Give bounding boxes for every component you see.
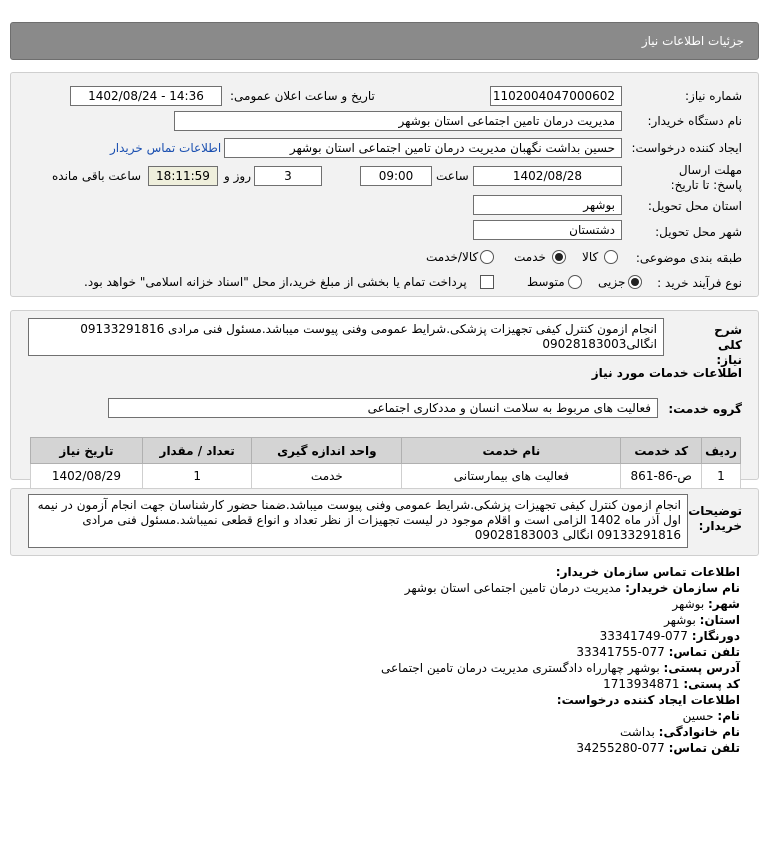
treasury-checkbox[interactable] — [480, 275, 494, 289]
buyer-notes-line-3: 09133291816 انگالی 09028183003 — [474, 528, 681, 542]
summary-line-2: انگالی09028183003 — [542, 337, 657, 351]
cell-unit: خدمت — [252, 464, 402, 489]
services-section-title: اطلاعات خدمات مورد نیاز — [591, 366, 742, 380]
buyer-org-field[interactable]: مدیریت درمان تامین اجتماعی استان بوشهر — [174, 111, 622, 131]
service-group-label: گروه خدمت: — [668, 402, 742, 416]
col-service-code: کد خدمت — [621, 438, 702, 464]
table-row[interactable] — [31, 464, 741, 489]
buyer-contact-link[interactable]: اطلاعات تماس خریدار — [110, 141, 222, 155]
page-header — [10, 22, 759, 60]
category-goods-service-label: کالا/خدمت — [426, 250, 479, 264]
remaining-time-label: ساعت باقی مانده — [52, 169, 142, 183]
contact-fax-row: دورنگار: 077-33341749 — [599, 629, 740, 643]
buyer-contact-title: اطلاعات تماس سازمان خریدار: — [555, 565, 740, 579]
deadline-label: مهلت ارسال پاسخ: تا تاریخ: — [670, 163, 742, 192]
days-label: روز و — [224, 169, 251, 183]
contact-address-row: آدرس پستی: بوشهر چهارراه دادگستری مدیریت درمان تامین اجتماعی — [381, 661, 740, 675]
category-label: طبقه بندی موضوعی: — [635, 251, 742, 265]
buyer-org-row: نام سازمان خریدار: مدیریت درمان تامین اجتماعی استان بوشهر — [404, 581, 740, 595]
col-quantity: تعداد / مقدار — [142, 438, 252, 464]
service-group-field[interactable]: فعالیت های مربوط به سلامت انسان و مددکاری اجتماعی — [108, 398, 658, 418]
deadline-time-field[interactable]: 09:00 — [360, 166, 432, 186]
creator-first-row: نام: حسین — [682, 709, 740, 723]
col-need-date: تاریخ نیاز — [31, 438, 143, 464]
buyer-notes-text — [28, 494, 688, 548]
services-table — [30, 437, 741, 489]
category-goods-label: کالا — [582, 250, 599, 264]
category-goods-service-radio[interactable] — [480, 250, 494, 264]
col-row-number: ردیف — [702, 438, 741, 464]
creator-phone-row: تلفن تماس: 077-34255280 — [576, 741, 740, 755]
announce-datetime-label: تاریخ و ساعت اعلان عمومی: — [230, 89, 375, 103]
services-table-header — [31, 438, 741, 464]
col-unit: واحد اندازه گیری — [252, 438, 402, 464]
col-service-name: نام خدمت — [402, 438, 621, 464]
deadline-time-label: ساعت — [436, 169, 469, 183]
category-service-radio[interactable] — [552, 250, 566, 264]
contact-phone-row: تلفن تماس: 077-33341755 — [576, 645, 740, 659]
cell-service-name: فعالیت های بیمارستانی — [402, 464, 621, 489]
days-remaining-field[interactable]: 3 — [254, 166, 322, 186]
requester-field[interactable]: حسین بداشت نگهبان مدیریت درمان تامین اجتماعی استان بوشهر — [224, 138, 622, 158]
cell-need-date: 1402/08/29 — [31, 464, 143, 489]
province-label: استان محل تحویل: — [647, 199, 742, 213]
cell-quantity: 1 — [142, 464, 252, 489]
cell-service-code: ص-86-861 — [621, 464, 702, 489]
creator-contact-title: اطلاعات ایجاد کننده درخواست: — [556, 693, 740, 707]
remaining-time-field: 18:11:59 — [148, 166, 218, 186]
deadline-date-field[interactable]: 1402/08/28 — [473, 166, 622, 186]
requester-label: ایجاد کننده درخواست: — [631, 141, 742, 155]
purchase-minor-radio[interactable] — [628, 275, 642, 289]
category-goods-radio[interactable] — [604, 250, 618, 264]
summary-label: شرح کلی نیاز: — [714, 323, 742, 367]
purchase-minor-label: جزیی — [598, 275, 626, 289]
category-service-label: خدمت — [514, 250, 546, 264]
need-number-label: شماره نیاز: — [685, 89, 742, 103]
purchase-medium-label: متوسط — [527, 275, 565, 289]
need-number-field[interactable]: 1102004047000602 — [490, 86, 622, 106]
contact-city-row: شهر: بوشهر — [672, 597, 740, 611]
buyer-notes-line-1: انجام ازمون کنترل کیفی تجهیزات پزشکی.شرایط عمومی وفنی پیوست میباشد.ضمنا حضور کارشناسان جهت انجام آزمون در نیمه — [37, 498, 681, 512]
city-label: شهر محل تحویل: — [655, 225, 742, 239]
cell-row-number: 1 — [702, 464, 741, 489]
province-field[interactable]: بوشهر — [473, 195, 622, 215]
creator-last-row: نام خانوادگی: بداشت — [620, 725, 740, 739]
city-field[interactable]: دشتستان — [473, 220, 622, 240]
purchase-medium-radio[interactable] — [568, 275, 582, 289]
buyer-org-label: نام دستگاه خریدار: — [647, 114, 742, 128]
contact-postal-row: کد پستی: 1713934871 — [603, 677, 740, 691]
buyer-notes-line-2: اول آذر ماه 1402 الزامی است و اقلام موجود در لیست تجهیزات از نظر تعداد و انواع قطعی نمیباشد.مسئول فنی مرادی — [82, 513, 681, 527]
page-title: جزئیات اطلاعات نیاز — [641, 34, 744, 48]
purchase-type-label: نوع فرآیند خرید : — [657, 276, 742, 290]
summary-text — [28, 318, 664, 356]
contact-province-row: استان: بوشهر — [664, 613, 740, 627]
announce-datetime-field[interactable]: 1402/08/24 - 14:36 — [70, 86, 222, 106]
treasury-note: پرداخت تمام یا بخشی از مبلغ خرید،از محل "اسناد خزانه اسلامی" خواهد بود. — [84, 275, 467, 289]
buyer-notes-label: توضیحات خریدار: — [688, 504, 742, 533]
summary-line-1: انجام ازمون کنترل کیفی تجهیزات پزشکی.شرایط عمومی وفنی پیوست میباشد.مسئول فنی مرادی 09133291816 — [80, 322, 657, 336]
